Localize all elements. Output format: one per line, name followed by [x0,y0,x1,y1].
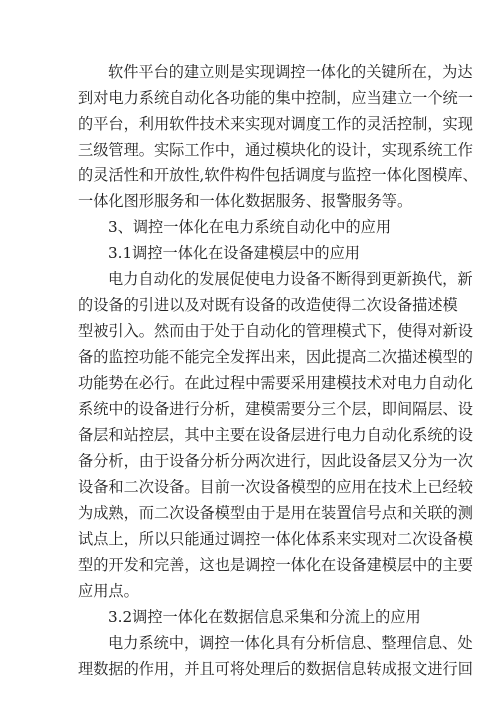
paragraph-line: 应用点。 [78,582,139,600]
paragraph-line: 为成熟，而二次设备模型由于是用在装置信号点和关联的测 [78,504,473,522]
paragraph-line: 一体化图形服务和一体化数据服务、报警服务等。 [78,192,413,210]
paragraph-line: 的灵活性和开放性,软件构件包括调度与监控一体化图模库、 [78,166,478,184]
paragraph-line: 电力自动化的发展促使电力设备不断得到更新换代，新 [108,270,473,288]
paragraph-line: 三级管理。实际工作中，通过模块化的设计，实现系统工作 [78,141,473,159]
section-heading: 3、调控一体化在电力系统自动化中的应用 [108,218,392,236]
paragraph-line: 备的监控功能不能完全发挥出来，因此提高二次描述模型的 [78,348,473,366]
paragraph-line: 软件平台的建立则是实现调控一体化的关键所在，为达 [108,63,473,81]
subsection-heading: 3.2调控一体化在数据信息采集和分流上的应用 [108,608,421,626]
paragraph-line: 系统中的设备进行分析，建模需要分三个层，即间隔层、设 [78,400,473,418]
paragraph-line: 电力系统中，调控一体化具有分析信息、整理信息、处 [108,634,473,652]
paragraph-line: 备层和站控层，其中主要在设备层进行电力自动化系统的设 [78,426,473,444]
paragraph-line: 到对电力系统自动化各功能的集中控制，应当建立一个统一 [78,89,473,107]
subsection-heading: 3.1调控一体化在设备建模层中的应用 [108,244,360,262]
paragraph-line: 功能势在必行。在此过程中需要采用建模技术对电力自动化 [78,374,473,392]
paragraph-line: 备分析，由于设备分析分两次进行，因此设备层又分为一次 [78,452,473,470]
paragraph-line: 的平台，利用软件技术来实现对调度工作的灵活控制，实现 [78,115,473,133]
paragraph-line: 型被引入。然而由于处于自动化的管理模式下，使得对新设 [78,322,473,340]
paragraph-line: 设备和二次设备。目前一次设备模型的应用在技术上已经较 [78,478,473,496]
paragraph-line: 的设备的引进以及对既有设备的改造使得二次设备描述模 [78,296,458,314]
paragraph-line: 试点上，所以只能通过调控一体化体系来实现对二次设备模 [78,530,473,548]
paragraph-line: 理数据的作用，并且可将处理后的数据信息转成报文进行回 [78,660,473,678]
paragraph-line: 型的开发和完善，这也是调控一体化在设备建模层中的主要 [78,556,473,574]
